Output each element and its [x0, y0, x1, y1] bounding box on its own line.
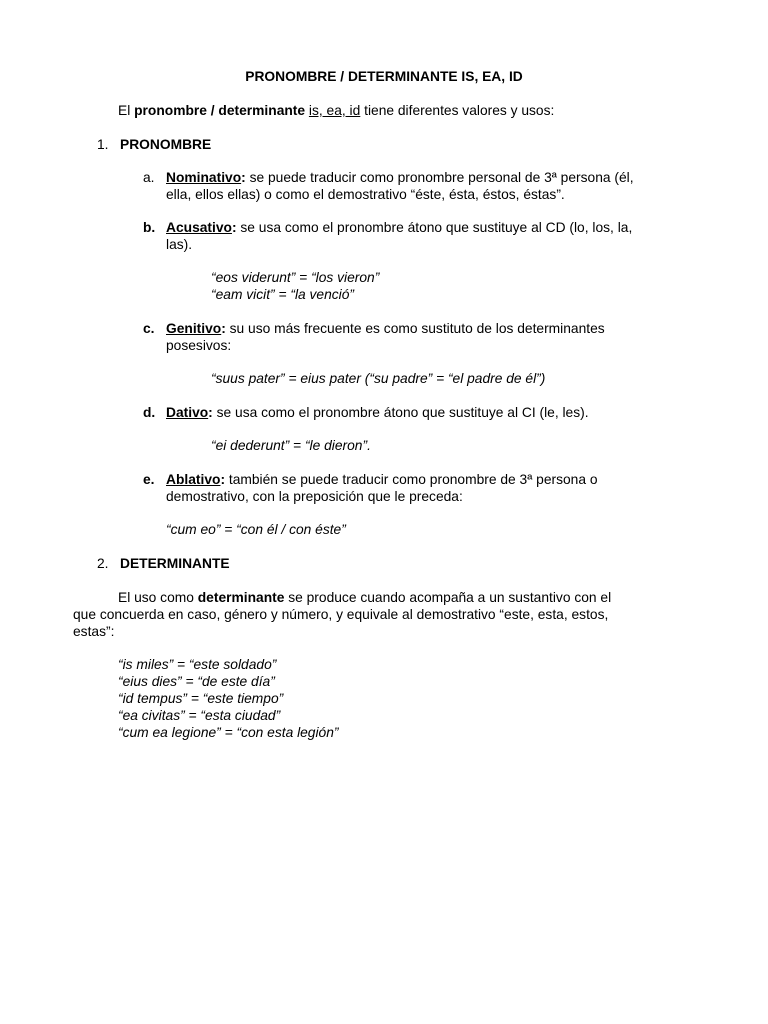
- section2-heading: DETERMINANTE: [120, 556, 230, 571]
- item-c-marker: c.: [143, 321, 155, 336]
- item-b-text1: se usa como el pronombre átono que sustituye al CD (lo, los, la,: [236, 220, 633, 235]
- section2-p-post: se produce cuando acompaña a un sustantivo con el: [284, 590, 612, 605]
- item-e-text1: también se puede traducir como pronombre de 3ª persona o: [225, 472, 598, 487]
- item-b-line1: [166, 219, 632, 236]
- item-a-line2: ella, ellos ellas) o como el demostrativo “éste, ésta, éstos, éstas”.: [166, 187, 565, 202]
- intro-bold: pronombre / determinante: [134, 103, 306, 118]
- item-b-example-2: “eam vicit” = “la venció”: [211, 287, 354, 302]
- determinante-example: “ea civitas” = “esta ciudad”: [118, 708, 281, 723]
- item-b-colon: :: [231, 220, 237, 235]
- item-b-line2: las).: [166, 237, 193, 252]
- section2-paragraph-line1: [118, 589, 611, 606]
- section2-p-bold: determinante: [197, 590, 285, 605]
- intro-paragraph: [118, 102, 554, 119]
- item-d-colon: :: [208, 405, 213, 420]
- item-d-term: Dativo: [166, 405, 209, 420]
- item-a-marker: a.: [143, 170, 155, 185]
- item-a-term: Nominativo: [166, 170, 242, 185]
- item-d-marker: d.: [143, 405, 156, 420]
- item-e-example-1: “cum eo” = “con él / con éste”: [166, 522, 346, 537]
- item-c-example-1: “suus pater” = eius pater (“su padre” = “el padre de él”): [211, 371, 546, 386]
- item-e-line2: demostrativo, con la preposición que le preceda:: [166, 489, 463, 504]
- section2-p-pre: El uso como: [118, 590, 198, 605]
- item-c-colon: :: [221, 321, 226, 336]
- determinante-example: “is miles” = “este soldado”: [118, 657, 277, 672]
- determinante-example: “cum ea legione” = “con esta legión”: [118, 725, 339, 740]
- item-a-colon: :: [241, 170, 246, 185]
- item-b-marker: b.: [143, 220, 156, 235]
- section1-number: 1.: [97, 137, 109, 152]
- item-b-example-1: “eos viderunt” = “los vieron”: [211, 270, 380, 285]
- section1-heading: PRONOMBRE: [120, 137, 212, 152]
- item-e-colon: :: [220, 472, 226, 487]
- item-e-line1: [166, 471, 598, 488]
- item-c-line1: [166, 320, 605, 337]
- item-c-text1: su uso más frecuente es como sustituto de los determinantes: [225, 321, 605, 336]
- item-d-example-1: “ei dederunt” = “le dieron”.: [211, 438, 371, 453]
- section2-number: 2.: [97, 556, 109, 571]
- item-a-line1: [166, 169, 634, 186]
- item-a-text1: se puede traducir como pronombre personal de 3ª persona (él,: [245, 170, 634, 185]
- item-c-line2: posesivos:: [166, 338, 232, 353]
- intro-pre: El: [118, 103, 135, 118]
- page-title: PRONOMBRE / DETERMINANTE IS, EA, ID: [245, 69, 523, 84]
- item-b-term: Acusativo: [166, 220, 232, 235]
- item-e-marker: e.: [143, 472, 155, 487]
- item-d-text1: se usa como el pronombre átono que sustituye al CI (le, les).: [212, 405, 589, 420]
- item-c-term: Genitivo: [166, 321, 222, 336]
- determinante-example: “id tempus” = “este tiempo”: [118, 691, 284, 706]
- section2-paragraph-line2: que concuerda en caso, género y número, y equivale al demostrativo “este, esta, estos,: [73, 607, 609, 622]
- item-e-term: Ablativo: [166, 472, 221, 487]
- intro-post: tiene diferentes valores y usos:: [360, 103, 555, 118]
- determinante-example: “eius dies” = “de este día”: [118, 674, 275, 689]
- section2-paragraph-line3: estas”:: [73, 624, 115, 639]
- item-d-line1: [166, 404, 589, 421]
- intro-underlined: is, ea, id: [308, 103, 361, 118]
